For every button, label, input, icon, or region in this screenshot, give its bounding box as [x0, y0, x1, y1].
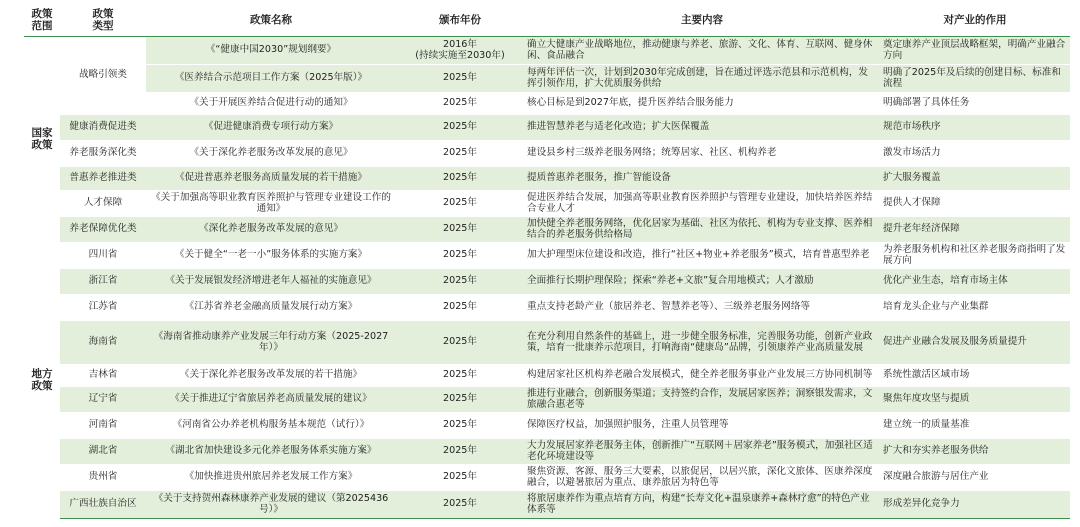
table-row	[24, 242, 1070, 268]
policy-type-cell: 辽宁省	[60, 386, 146, 412]
main-content-cell: 推进智慧养老与适老化改造；扩大医保覆盖	[524, 114, 880, 140]
industry-role-cell: 明确部署了具体任务	[880, 92, 1070, 114]
scope-local: 地方 政策	[24, 242, 60, 518]
policy-type-cell: 四川省	[60, 242, 146, 268]
industry-role-cell: 扩大和夯实养老服务供给	[880, 438, 1070, 464]
policy-type-cell: 养老服务深化类	[60, 140, 146, 166]
policy-name-cell: 《关于深化养老服务改革发展的若干措施》	[146, 364, 396, 386]
issue-year-cell: 2025年	[396, 166, 524, 190]
issue-year-cell: 2025年	[396, 268, 524, 294]
industry-role-cell: 提升老年经济保障	[880, 216, 1070, 242]
industry-role-cell: 提供人才保障	[880, 190, 1070, 216]
table-row	[24, 294, 1070, 320]
issue-year-cell: 2025年	[396, 490, 524, 518]
industry-role-cell: 优化产业生态，培育市场主体	[880, 268, 1070, 294]
table-row	[24, 114, 1070, 140]
table-row	[24, 166, 1070, 190]
issue-year-cell: 2025年	[396, 64, 524, 92]
industry-role-cell: 促进产业融合发展及服务质量提升	[880, 320, 1070, 364]
policy-type-cell: 江苏省	[60, 294, 146, 320]
header-name: 政策名称	[146, 4, 396, 36]
main-content-cell: 推进行业融合，创新服务渠道；支持签约合作，发展居家医养；洞察银发需求，文旅融合惠老等	[524, 386, 880, 412]
industry-role-cell: 规范市场秩序	[880, 114, 1070, 140]
issue-year-cell: 2025年	[396, 412, 524, 438]
policy-name-cell: 《江苏省养老金融高质量发展行动方案》	[146, 294, 396, 320]
issue-year-cell: 2025年	[396, 216, 524, 242]
policy-name-cell: 《河南省公办养老机构服务基本规范（试行）》	[146, 412, 396, 438]
industry-role-cell: 形成差异化竞争力	[880, 490, 1070, 518]
main-content-cell: 聚焦资源、客源、服务三大要素，以旅促居，以居兴旅，深化文旅体、医康养深度融合，以避暑旅居为重点、康养旅居为特色等	[524, 464, 880, 490]
policy-name-cell: 《关于发展银发经济增进老年人福祉的实施意见》	[146, 268, 396, 294]
main-content-cell: 每两年评估一次，计划到2030年完成创建，旨在通过评选示范县和示范机构，发挥引领作用，扩大优质服务供给	[524, 64, 880, 92]
policy-name-cell: 《关于开展医养结合促进行动的通知》	[146, 92, 396, 114]
policy-type-cell: 海南省	[60, 320, 146, 364]
table-row	[24, 386, 1070, 412]
table-row	[24, 464, 1070, 490]
issue-year-cell: 2025年	[396, 294, 524, 320]
main-content-cell: 构建居家社区机构养老融合发展模式，健全养老服务事业产业发展三方协同机制等	[524, 364, 880, 386]
main-content-cell: 提质普惠养老服务，推广智能设备	[524, 166, 880, 190]
policy-name-cell: 《关于加强高等职业教育医养照护与管理专业建设工作的通知》	[146, 190, 396, 216]
header-year: 颁布年份	[396, 4, 524, 36]
policy-name-cell: 《深化养老服务改革发展的意见》	[146, 216, 396, 242]
issue-year-cell: 2025年	[396, 114, 524, 140]
policy-name-cell: 《促进健康消费专项行动方案》	[146, 114, 396, 140]
main-content-cell: 大力发展居家养老服务主体，创新推广“互联网＋居家养老”服务模式，加强社区适老化环境建设等	[524, 438, 880, 464]
policy-type-cell: 贵州省	[60, 464, 146, 490]
industry-role-cell: 系统性激活区域市场	[880, 364, 1070, 386]
policy-name-cell: 《关于健全“一老一小”服务体系的实施方案》	[146, 242, 396, 268]
policy-type-cell: 人才保障	[60, 190, 146, 216]
industry-role-cell: 深度融合旅游与居住产业	[880, 464, 1070, 490]
table-row	[24, 216, 1070, 242]
header-type: 政策 类型	[60, 4, 146, 36]
main-content-cell: 促进医养结合发展，加强高等职业教育医养照护与管理专业建设，加快培养医养结合专业人才	[524, 190, 880, 216]
issue-year-cell: 2025年	[396, 320, 524, 364]
industry-role-cell: 明确了2025年及后续的创建目标、标准和流程	[880, 64, 1070, 92]
issue-year-cell: 2025年	[396, 190, 524, 216]
header-row	[24, 4, 1070, 36]
policy-type-cell: 湖北省	[60, 438, 146, 464]
policy-name-cell: 《促进普惠养老服务高质量发展的若干措施》	[146, 166, 396, 190]
table-row	[24, 490, 1070, 518]
header-role: 对产业的作用	[880, 4, 1070, 36]
policy-name-cell: 《医养结合示范项目工作方案（2025年版）》	[146, 64, 396, 92]
industry-role-cell: 激发市场活力	[880, 140, 1070, 166]
industry-role-cell: 聚焦年度攻坚与提质	[880, 386, 1070, 412]
table-row	[24, 36, 1070, 64]
policy-type-cell: 战略引领类	[60, 36, 146, 114]
main-content-cell: 建设县乡村三级养老服务网络；统筹居家、社区、机构养老	[524, 140, 880, 166]
policy-name-cell: 《“健康中国2030”规划纲要》	[146, 36, 396, 64]
issue-year-cell: 2025年	[396, 242, 524, 268]
policy-name-cell: 《关于推进辽宁省旅居养老高质量发展的建议》	[146, 386, 396, 412]
table-row	[24, 364, 1070, 386]
scope-national: 国家 政策	[24, 36, 60, 242]
issue-year-cell: 2025年	[396, 438, 524, 464]
table-row	[24, 412, 1070, 438]
main-content-cell: 核心目标是到2027年底，提升医养结合服务能力	[524, 92, 880, 114]
policy-type-cell: 广西壮族自治区	[60, 490, 146, 518]
main-content-cell: 保障医疗权益，加强照护服务，注重人员管理等	[524, 412, 880, 438]
policy-name-cell: 《加快推进贵州旅居养老发展工作方案》	[146, 464, 396, 490]
table-row	[24, 92, 1070, 114]
policy-table	[24, 4, 1070, 519]
industry-role-cell: 奠定康养产业顶层战略框架，明确产业融合方向	[880, 36, 1070, 64]
issue-year-cell: 2025年	[396, 464, 524, 490]
table-row	[24, 320, 1070, 364]
policy-name-cell: 《海南省推动康养产业发展三年行动方案（2025-2027年）》	[146, 320, 396, 364]
main-content-cell: 在充分利用自然条件的基础上，进一步健全服务标准，完善服务功能，创新产业政策，培育一批康养示范项目，打响海南“健康岛”品牌，引领康养产业高质量发展	[524, 320, 880, 364]
industry-role-cell: 扩大服务覆盖	[880, 166, 1070, 190]
table-row	[24, 190, 1070, 216]
industry-role-cell: 培育龙头企业与产业集群	[880, 294, 1070, 320]
main-content-cell: 重点支持老龄产业（旅居养老、智慧养老等）、三级养老服务网络等	[524, 294, 880, 320]
issue-year-cell: 2025年	[396, 92, 524, 114]
main-content-cell: 将旅居康养作为重点培育方向，构建“长寿文化+温泉康养+森林疗愈”的特色产业体系等	[524, 490, 880, 518]
policy-type-cell: 普惠养老推进类	[60, 166, 146, 190]
policy-type-cell: 河南省	[60, 412, 146, 438]
policy-type-cell: 浙江省	[60, 268, 146, 294]
header-content: 主要内容	[524, 4, 880, 36]
policy-type-cell: 健康消费促进类	[60, 114, 146, 140]
issue-year-cell: 2025年	[396, 364, 524, 386]
policy-name-cell: 《关于深化养老服务改革发展的意见》	[146, 140, 396, 166]
policy-type-cell: 养老保障优化类	[60, 216, 146, 242]
industry-role-cell: 建立统一的质量基准	[880, 412, 1070, 438]
issue-year-cell: 2016年 (持续实施至2030年)	[396, 36, 524, 64]
main-content-cell: 确立大健康产业战略地位，推动健康与养老、旅游、文化、体育、互联网、健身休闲、食品融合	[524, 36, 880, 64]
header-scope: 政策 范围	[24, 4, 60, 36]
policy-name-cell: 《湖北省加快建设多元化养老服务体系实施方案》	[146, 438, 396, 464]
policy-type-cell: 吉林省	[60, 364, 146, 386]
issue-year-cell: 2025年	[396, 386, 524, 412]
table-row	[24, 438, 1070, 464]
table-row	[24, 140, 1070, 166]
main-content-cell: 全面推行长期护理保险；探索“养老+文旅”复合用地模式；人才激励	[524, 268, 880, 294]
table-row	[24, 268, 1070, 294]
table-row	[24, 64, 1070, 92]
industry-role-cell: 为养老服务机构和社区养老服务商指明了发展方向	[880, 242, 1070, 268]
main-content-cell: 加快健全养老服务网络，优化居家为基础、社区为依托、机构为专业支撑、医养相结合的养老服务供给格局	[524, 216, 880, 242]
main-content-cell: 加大护理型床位建设和改造，推行“社区+物业+养老服务”模式，培育普惠型养老	[524, 242, 880, 268]
policy-name-cell: 《关于支持贺州森林康养产业发展的建议（第2025436号）》	[146, 490, 396, 518]
issue-year-cell: 2025年	[396, 140, 524, 166]
